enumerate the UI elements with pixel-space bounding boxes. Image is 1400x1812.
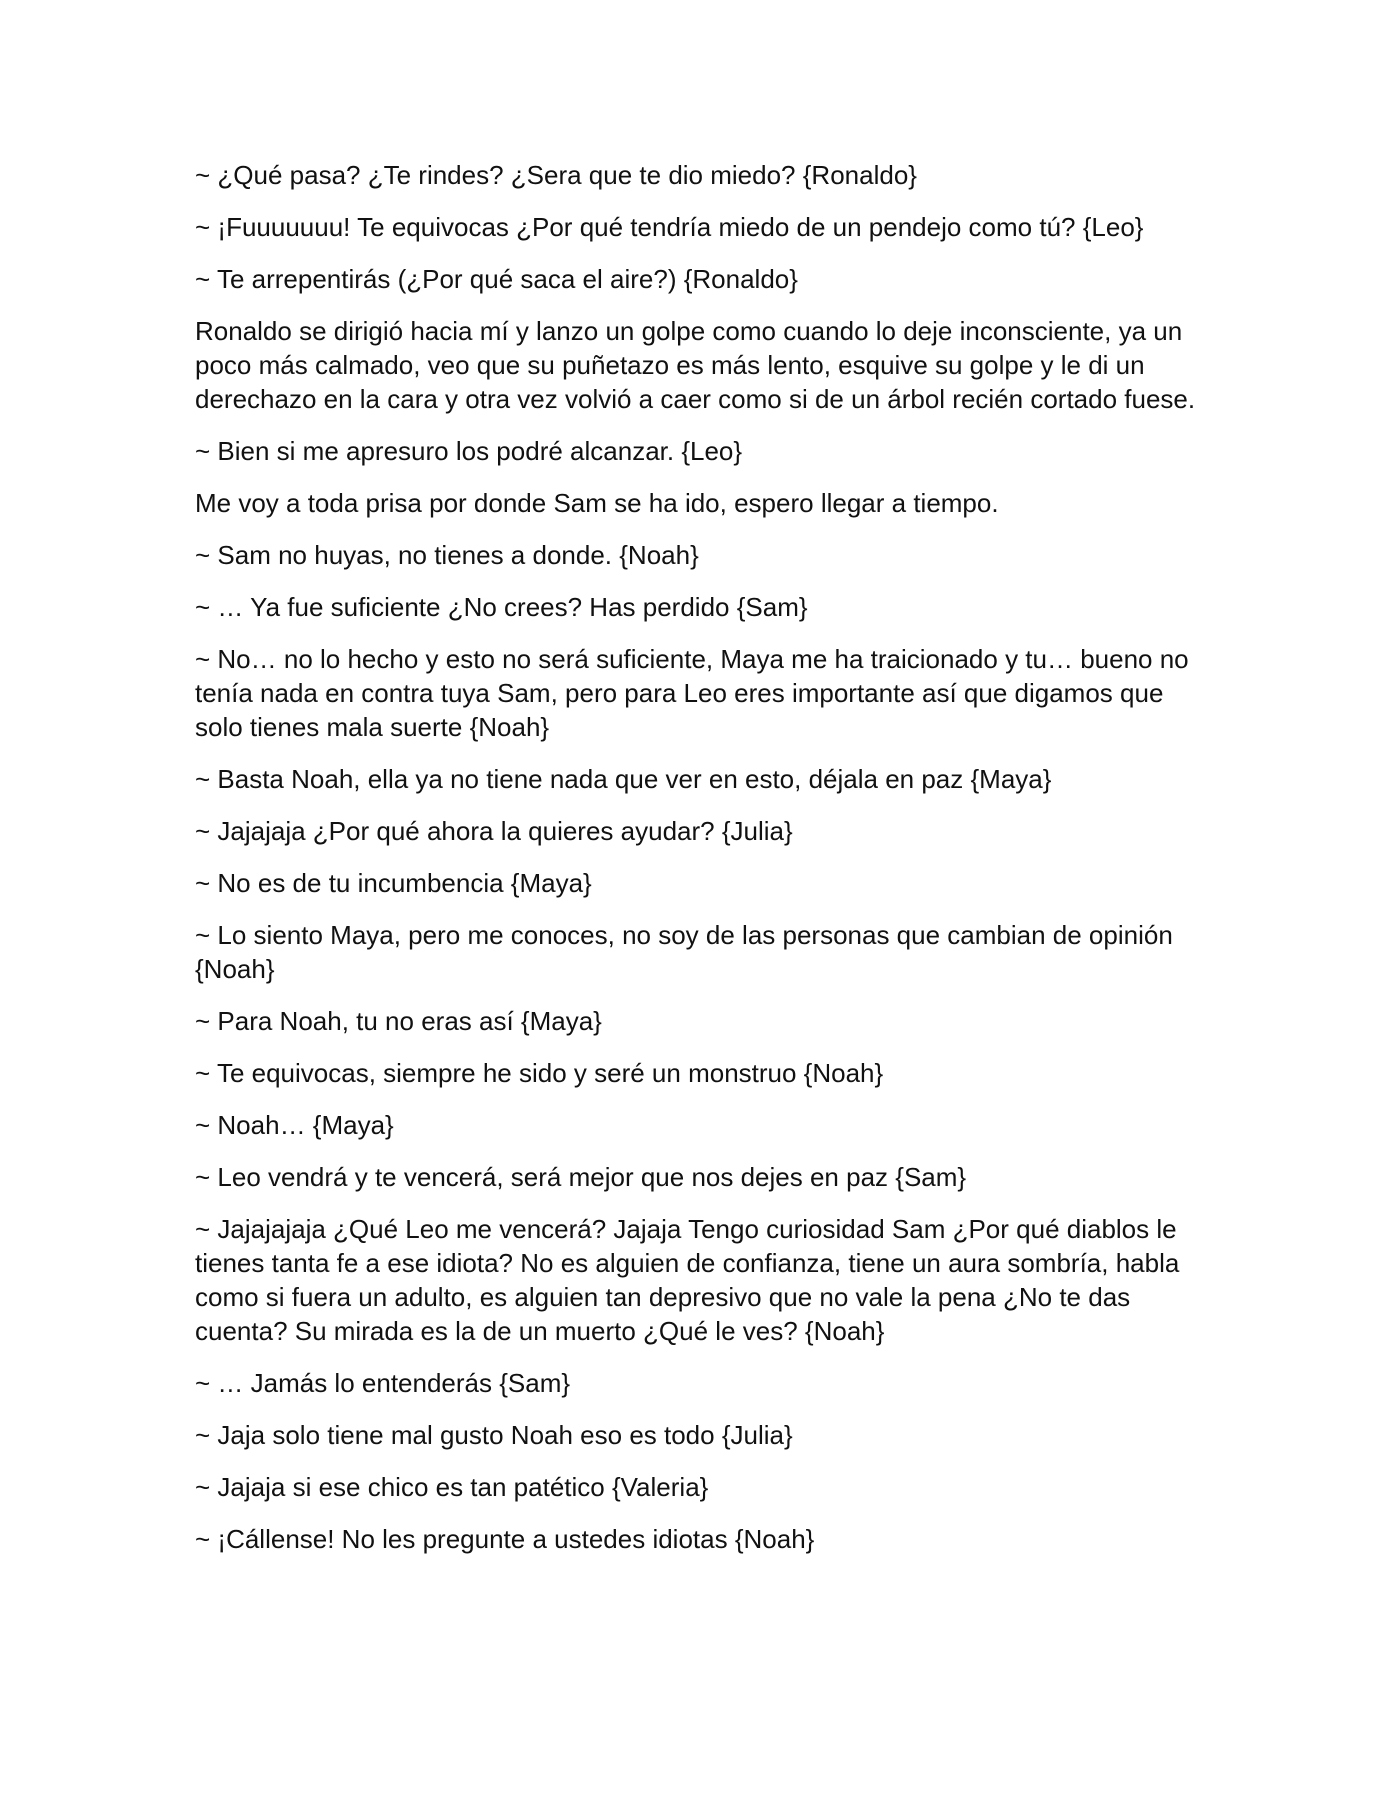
paragraph: ~ Leo vendrá y te vencerá, será mejor que nos dejes en paz {Sam} <box>195 1162 967 1192</box>
paragraph: ~ ¿Qué pasa? ¿Te rindes? ¿Sera que te dio miedo? {Ronaldo} <box>195 160 917 190</box>
paragraph: ~ Basta Noah, ella ya no tiene nada que ver en esto, déjala en paz {Maya} <box>195 764 1052 794</box>
paragraph: ~ Jajajajaja ¿Qué Leo me vencerá? Jajaja Tengo curiosidad Sam ¿Por qué diablos le tienes tanta fe a ese idiota? No es alguien de confianza, tiene un aura sombría, habla como si fuera un adulto, es alguien tan depresivo que no vale la pena ¿No te das cuenta? Su mirada es la de un muerto ¿Qué le ves? {Noah} <box>195 1214 1180 1346</box>
paragraph: ~ … Ya fue suficiente ¿No crees? Has perdido {Sam} <box>195 592 808 622</box>
document-page <box>195 158 1215 1574</box>
paragraph: ~ Para Noah, tu no eras así {Maya} <box>195 1006 602 1036</box>
paragraph: ~ Lo siento Maya, pero me conoces, no soy de las personas que cambian de opinión {Noah} <box>195 920 1173 984</box>
paragraph: ~ Sam no huyas, no tienes a donde. {Noah} <box>195 540 699 570</box>
paragraph: ~ Bien si me apresuro los podré alcanzar. {Leo} <box>195 436 743 466</box>
paragraph: ~ Noah… {Maya} <box>195 1110 394 1140</box>
paragraph: ~ No es de tu incumbencia {Maya} <box>195 868 592 898</box>
paragraph: ~ Te equivocas, siempre he sido y seré un monstruo {Noah} <box>195 1058 884 1088</box>
paragraph: ~ Jajajaja ¿Por qué ahora la quieres ayudar? {Julia} <box>195 816 793 846</box>
paragraph: ~ ¡Cállense! No les pregunte a ustedes idiotas {Noah} <box>195 1524 815 1554</box>
paragraph: ~ No… no lo hecho y esto no será suficiente, Maya me ha traicionado y tu… bueno no tenía nada en contra tuya Sam, pero para Leo eres importante así que digamos que solo tienes mala suerte {Noah} <box>195 644 1189 742</box>
paragraph: ~ Te arrepentirás (¿Por qué saca el aire?) {Ronaldo} <box>195 264 798 294</box>
paragraph: ~ … Jamás lo entenderás {Sam} <box>195 1368 571 1398</box>
paragraph: Me voy a toda prisa por donde Sam se ha ido, espero llegar a tiempo. <box>195 488 999 518</box>
paragraph: ~ Jajaja si ese chico es tan patético {Valeria} <box>195 1472 709 1502</box>
paragraph: ~ Jaja solo tiene mal gusto Noah eso es todo {Julia} <box>195 1420 793 1450</box>
paragraph: ~ ¡Fuuuuuuu! Te equivocas ¿Por qué tendría miedo de un pendejo como tú? {Leo} <box>195 212 1144 242</box>
paragraph: Ronaldo se dirigió hacia mí y lanzo un golpe como cuando lo deje inconsciente, ya un poco más calmado, veo que su puñetazo es más lento, esquive su golpe y le di un derechazo en la cara y otra vez volvió a caer como si de un árbol recién cortado fuese. <box>195 316 1196 414</box>
